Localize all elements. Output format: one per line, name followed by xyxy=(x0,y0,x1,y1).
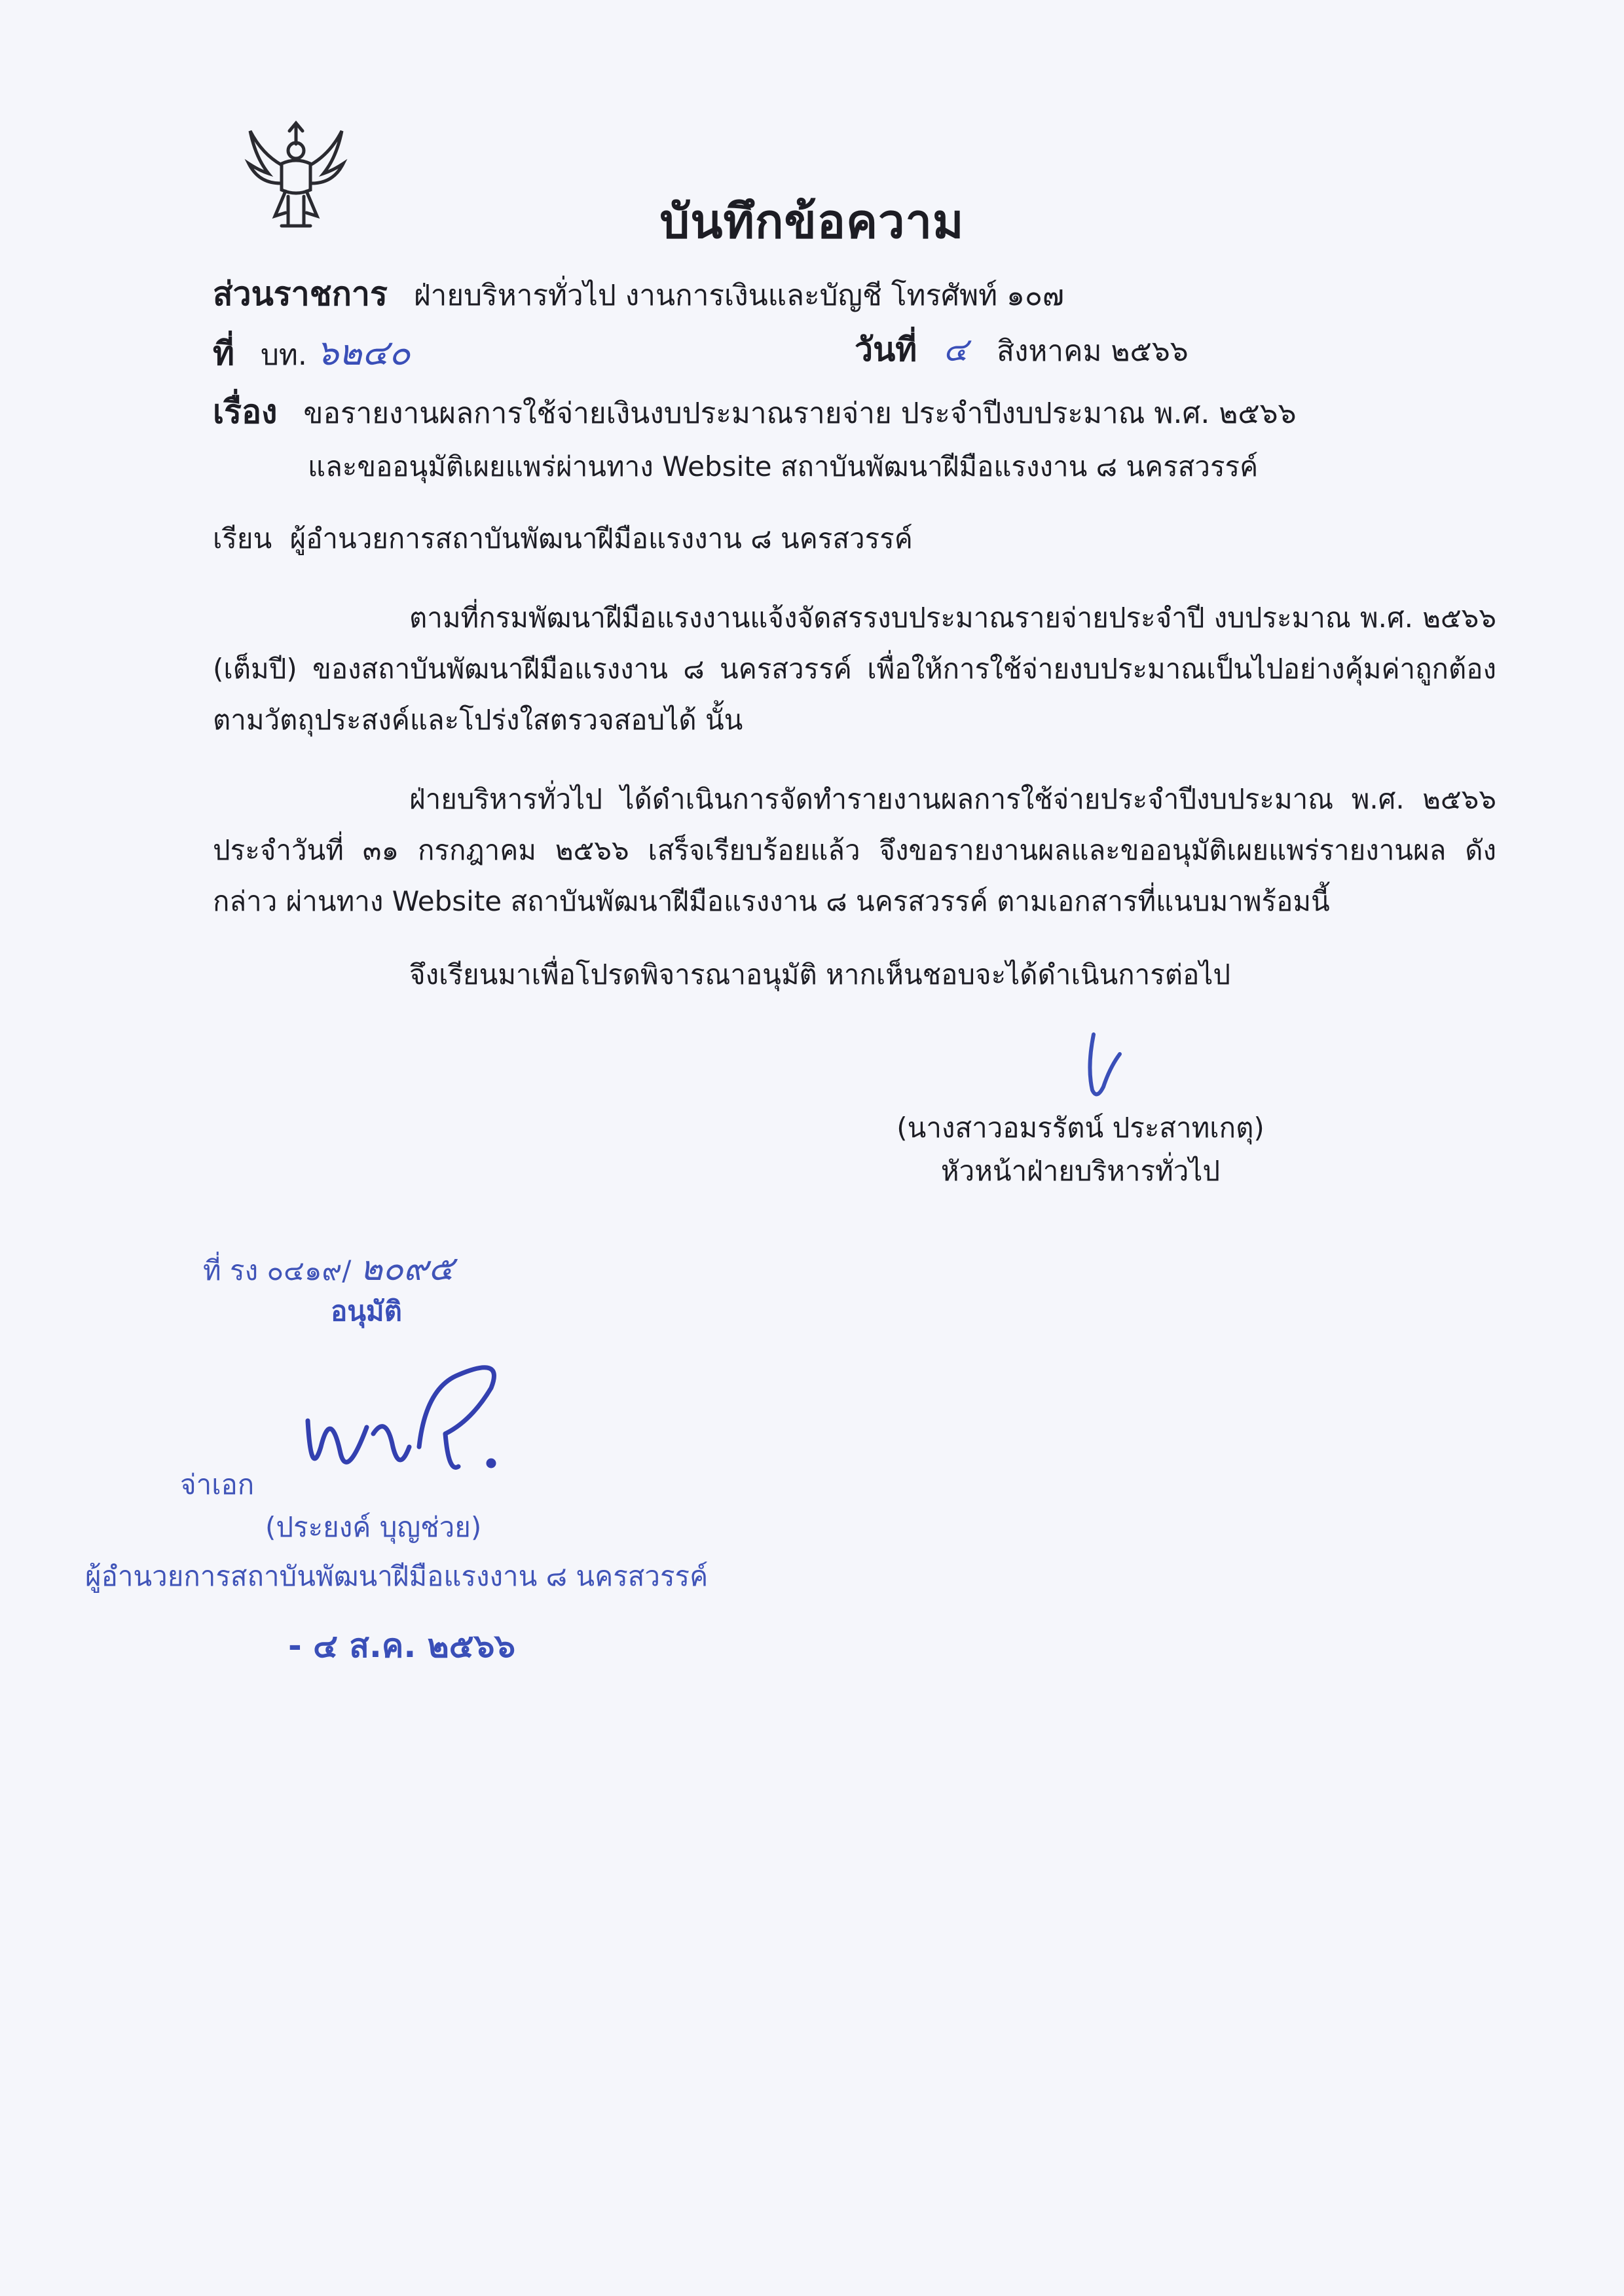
date-value: สิงหาคม ๒๕๖๖ xyxy=(997,335,1189,368)
subject-line-1: ขอรายงานผลการใช้จ่ายเงินงบประมาณรายจ่าย ประจำปีงบประมาณ พ.ศ. ๒๕๖๖ xyxy=(303,397,1297,430)
approved-label: อนุมัติ xyxy=(331,1295,402,1327)
addressee-row xyxy=(213,517,913,560)
date-day-handwritten: ๔ xyxy=(943,331,969,369)
body-paragraph-3: จึงเรียนมาเพื่อโปรดพิจารณาอนุมัติ หากเห็นชอบจะได้ดำเนินการต่อไป xyxy=(409,958,1231,991)
signer-signature-icon xyxy=(1074,1028,1126,1106)
reference-number-handwritten: ๖๒๔๐ xyxy=(316,332,411,373)
approval-date-stamp: - ๔ ส.ค. ๒๕๖๖ xyxy=(288,1627,516,1665)
date-row xyxy=(855,324,1189,376)
approver-name: (ประยงค์ บุญช่วย) xyxy=(265,1511,482,1543)
body-paragraph-1: ตามที่กรมพัฒนาฝีมือแรงงานแจ้งจัดสรรงบประมาณรายจ่ายประจำปี งบประมาณ พ.ศ. ๒๕๖๖ (เต็มปี) ของสถาบันพัฒนาฝีมือแรงงาน ๘ นครสวรรค์ เพื่อให้การใช้จ่ายงบประมาณเป็นไปอย่างคุ้มค่าถูกต้อง ตามวัตถุประสงค์และโปร่งใสตรวจสอบได้ นั้น xyxy=(213,602,1496,736)
reference-row xyxy=(213,324,411,380)
signer-title: หัวหน้าฝ่ายบริหารทั่วไป xyxy=(940,1155,1221,1187)
agency-row xyxy=(213,268,1064,320)
show-through-text xyxy=(1323,229,1330,255)
subject-label: เรื่อง xyxy=(213,393,278,431)
agency-label: ส่วนราชการ xyxy=(213,275,388,313)
addressee-value: ผู้อำนวยการสถาบันพัฒนาฝีมือแรงงาน ๘ นครสวรรค์ xyxy=(289,522,913,555)
approval-reference-prefix: ที่ รง ๐๔๑๙/ xyxy=(203,1254,352,1286)
approver-title: ผู้อำนวยการสถาบันพัฒนาฝีมือแรงงาน ๘ นครสวรรค์ xyxy=(85,1560,709,1592)
approval-reference-handwritten: ๒๐๙๕ xyxy=(360,1249,454,1288)
approver-rank: จ่าเอก xyxy=(180,1468,255,1501)
body-paragraph-2: ฝ่ายบริหารทั่วไป ได้ดำเนินการจัดทำรายงานผลการใช้จ่ายประจำปีงบประมาณ พ.ศ. ๒๕๖๖ ประจำวันที่ ๓๑ กรกฎาคม ๒๕๖๖ เสร็จเรียบร้อยแล้ว จึงขอรายงานผลและขออนุมัติเผยแพร่รายงานผล ดังกล่าว ผ่านทาง Website สถาบันพัฒนาฝีมือแรงงาน ๘ นครสวรรค์ ตามเอกสารที่แนบมาพร้อมนี้ xyxy=(213,783,1496,917)
subject-row xyxy=(213,386,1297,438)
subject-line-2: และขออนุมัติเผยแพร่ผ่านทาง Website สถาบันพัฒนาฝีมือแรงงาน ๘ นครสวรรค์ xyxy=(308,450,1259,483)
date-label: วันที่ xyxy=(855,331,917,369)
signer-block xyxy=(877,1106,1283,1193)
reference-label: ที่ xyxy=(213,335,234,373)
approver-signature-icon xyxy=(295,1349,544,1493)
memo-title: บันทึกข้อความ xyxy=(659,194,965,249)
signer-name: (นางสาวอมรรัตน์ ประสาทเกตุ) xyxy=(896,1112,1264,1144)
addressee-label: เรียน xyxy=(213,522,272,555)
agency-value: ฝ่ายบริหารทั่วไป งานการเงินและบัญชี โทรศัพท์ ๑๐๗ xyxy=(413,279,1064,312)
approval-reference xyxy=(203,1241,454,1295)
reference-prefix: บท. xyxy=(260,338,307,372)
